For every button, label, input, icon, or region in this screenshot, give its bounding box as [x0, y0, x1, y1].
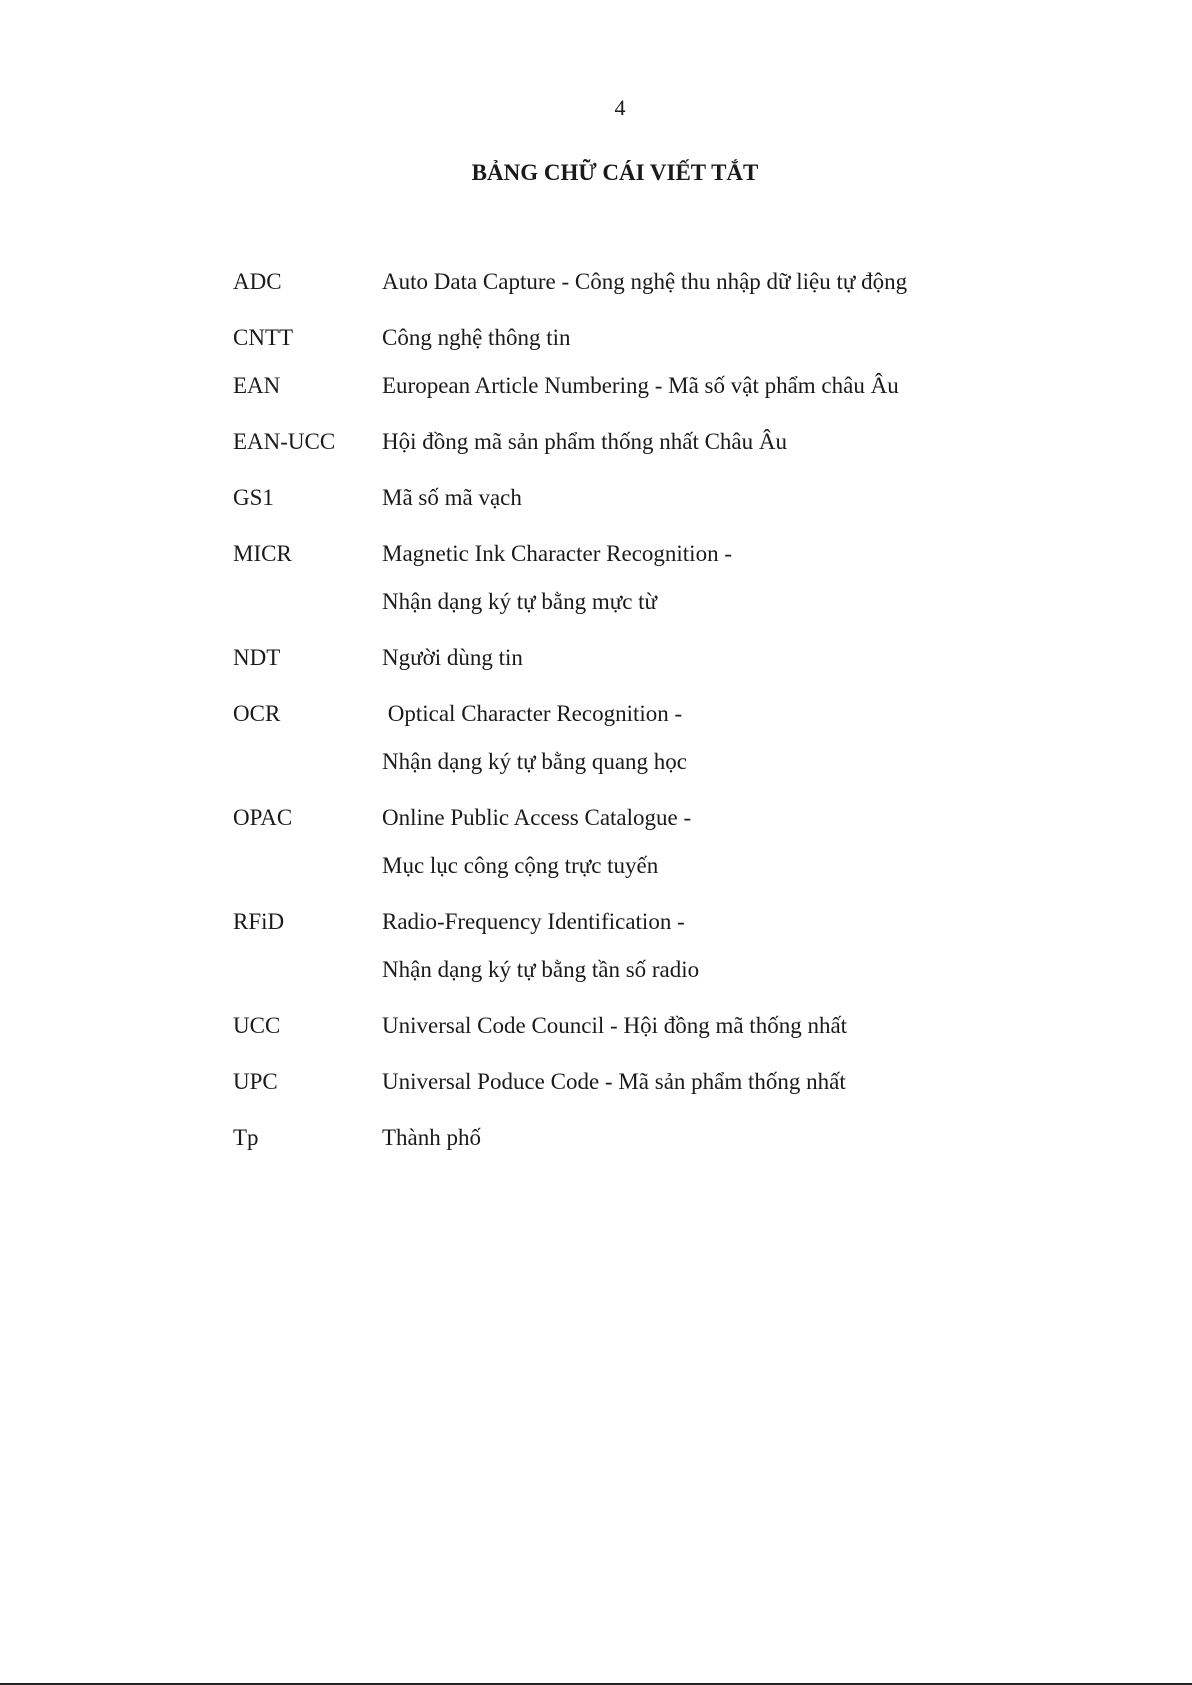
definition-line: Auto Data Capture - Công nghệ thu nhập dữ liệu tự động	[382, 269, 908, 294]
abbreviation-entry	[233, 314, 1033, 362]
definition-line: Radio-Frequency Identification -	[382, 909, 685, 934]
abbreviation-term: EAN	[233, 373, 281, 398]
definition-line: Online Public Access Catalogue -	[382, 805, 692, 830]
abbreviation-term: MICR	[233, 541, 292, 566]
abbreviation-term: Tp	[233, 1125, 259, 1150]
abbreviation-term: RFiD	[233, 909, 285, 934]
abbreviation-definition	[382, 258, 1033, 306]
page-title: BẢNG CHỮ CÁI VIẾT TẮT	[471, 160, 759, 185]
abbreviation-term: UPC	[233, 1069, 278, 1094]
definition-line: Mã số mã vạch	[382, 485, 522, 510]
abbreviation-entry	[233, 794, 1033, 890]
abbreviation-term: NDT	[233, 645, 281, 670]
abbreviation-term: UCC	[233, 1013, 281, 1038]
definition-line: Universal Poduce Code - Mã sản phẩm thống nhất	[382, 1069, 846, 1094]
abbreviation-definition	[382, 1002, 1033, 1050]
abbreviation-definition	[382, 1114, 1033, 1162]
abbreviation-definition	[382, 474, 1033, 522]
definition-line: Hội đồng mã sản phẩm thống nhất Châu Âu	[382, 429, 788, 454]
abbreviation-entry	[233, 530, 1033, 626]
abbreviation-term: CNTT	[233, 325, 294, 350]
definition-line: Mục lục công cộng trực tuyến	[382, 853, 659, 878]
abbreviation-entry	[233, 1002, 1033, 1050]
abbreviation-list	[233, 258, 1033, 1170]
abbreviation-term: OPAC	[233, 805, 293, 830]
abbreviation-definition	[382, 530, 1033, 626]
abbreviation-term: EAN-UCC	[233, 429, 336, 454]
definition-line: Nhận dạng ký tự bằng mực từ	[382, 589, 658, 614]
abbreviation-entry	[233, 258, 1033, 306]
abbreviation-definition	[382, 794, 1033, 890]
abbreviation-term: ADC	[233, 269, 282, 294]
definition-line: Thành phố	[382, 1125, 482, 1150]
abbreviation-entry	[233, 362, 1033, 410]
abbreviation-entry	[233, 418, 1033, 466]
abbreviation-entry	[233, 634, 1033, 682]
abbreviation-definition	[382, 418, 1033, 466]
abbreviation-entry	[233, 474, 1033, 522]
abbreviation-definition	[382, 362, 1033, 410]
definition-line: Người dùng tin	[382, 645, 523, 670]
definition-line: European Article Numbering - Mã số vật phẩm châu Âu	[382, 373, 899, 398]
definition-line: Nhận dạng ký tự bằng tần số radio	[382, 957, 700, 982]
definition-line: Công nghệ thông tin	[382, 325, 571, 350]
abbreviation-definition	[382, 1058, 1033, 1106]
definition-line: Universal Code Council - Hội đồng mã thống nhất	[382, 1013, 848, 1038]
abbreviation-term: GS1	[233, 485, 274, 510]
abbreviation-entry	[233, 690, 1033, 786]
abbreviation-definition	[382, 690, 1033, 786]
definition-line: Magnetic Ink Character Recognition -	[382, 541, 732, 566]
definition-line: Optical Character Recognition -	[382, 701, 683, 726]
abbreviation-definition	[382, 314, 1033, 362]
abbreviation-definition	[382, 634, 1033, 682]
abbreviation-entry	[233, 1114, 1033, 1162]
abbreviation-entry	[233, 1058, 1033, 1106]
abbreviation-definition	[382, 898, 1033, 994]
page-number: 4	[614, 95, 626, 120]
abbreviation-entry	[233, 898, 1033, 994]
abbreviation-term: OCR	[233, 701, 281, 726]
definition-line: Nhận dạng ký tự bằng quang học	[382, 749, 688, 774]
